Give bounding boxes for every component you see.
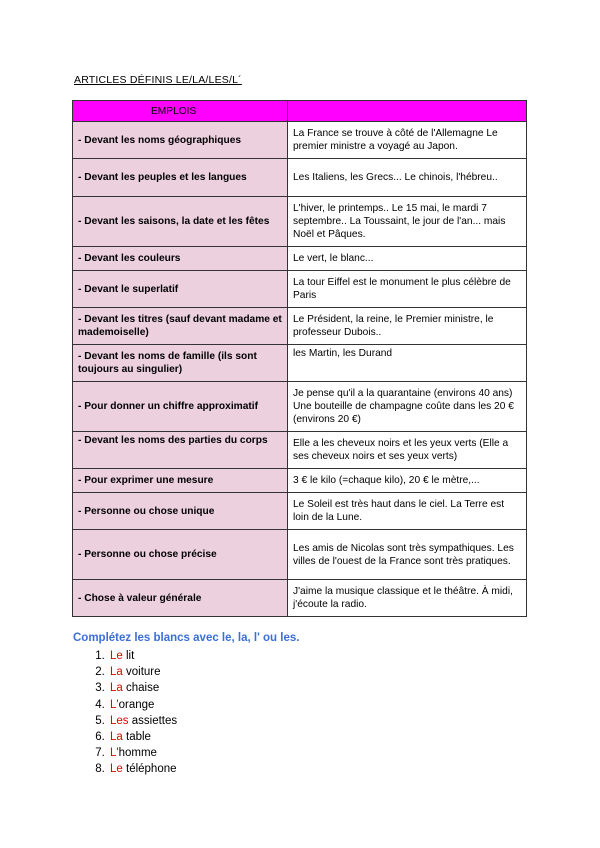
use-cell: - Personne ou chose précise	[73, 530, 288, 580]
article-answer: Le	[110, 650, 123, 662]
table-row	[73, 345, 527, 382]
use-cell: - Devant les noms de famille (ils sont toujours au singulier)	[73, 345, 288, 382]
table-row	[73, 382, 527, 432]
example-cell: Elle a les cheveux noirs et les yeux verts (Elle a ses cheveux noirs et ses yeux verts)	[288, 432, 527, 469]
example-cell: Le Soleil est très haut dans le ciel. La Terre est loin de la Lune.	[288, 493, 527, 530]
list-item	[108, 761, 299, 777]
header-emplois-label: EMPLOIS	[151, 105, 197, 117]
noun: chaise	[126, 682, 160, 695]
use-cell: - Pour exprimer une mesure	[73, 469, 288, 493]
example-cell: Les amis de Nicolas sont très sympathiques. Les villes de l'ouest de la France sont très pratiques.	[288, 530, 527, 580]
page-title: ARTICLES DÉFINIS LE/LA/LES/L´	[74, 74, 242, 86]
example-cell: Les Italiens, les Grecs... Le chinois, l'hébreu..	[288, 159, 527, 197]
table-header-row	[73, 101, 527, 122]
noun: homme	[118, 747, 157, 760]
list-item	[108, 680, 299, 696]
exercise-list	[73, 648, 299, 778]
noun: table	[126, 731, 151, 744]
use-cell: - Pour donner un chiffre approximatif	[73, 382, 288, 432]
noun: téléphone	[126, 763, 177, 776]
list-item	[108, 713, 299, 729]
table-row	[73, 271, 527, 308]
table-row	[73, 580, 527, 617]
example-cell: La France se trouve à côté de l'Allemagne Le premier ministre a voyagé au Japon.	[288, 122, 527, 159]
exercise-section	[73, 632, 299, 778]
exercise-heading: Complétez les blancs avec le, la, l' ou les.	[73, 632, 300, 644]
example-cell: La tour Eiffel est le monument le plus célèbre de Paris	[288, 271, 527, 308]
use-cell: - Devant les titres (sauf devant madame et mademoiselle)	[73, 308, 288, 345]
example-cell: L'hiver, le printemps.. Le 15 mai, le mardi 7 septembre.. La Toussaint, le jour de l'an... mais Noël et Pâques.	[288, 197, 527, 247]
table-row	[73, 247, 527, 271]
use-cell: - Devant le superlatif	[73, 271, 288, 308]
example-cell: Je pense qu'il a la quarantaine (environs 40 ans) Une bouteille de champagne coûte dans les 20 € (environs 20 €)	[288, 382, 527, 432]
article-answer: Le	[110, 763, 123, 776]
table-row	[73, 122, 527, 159]
table-row	[73, 469, 527, 493]
use-cell: - Devant les noms géographiques	[73, 122, 288, 159]
use-cell: - Devant les peuples et les langues	[73, 159, 288, 197]
noun: voiture	[126, 666, 161, 679]
article-answer: La	[110, 682, 123, 695]
articles-table	[72, 100, 527, 617]
use-cell: - Devant les saisons, la date et les fêtes	[73, 197, 288, 247]
table-row	[73, 530, 527, 580]
article-answer: L'	[110, 747, 119, 760]
example-cell: Le Président, la reine, le Premier ministre, le professeur Dubois..	[288, 308, 527, 345]
table-row	[73, 159, 527, 197]
table-row	[73, 308, 527, 345]
list-item	[108, 648, 299, 664]
example-cell: Le vert, le blanc...	[288, 247, 527, 271]
list-item	[108, 664, 299, 680]
use-cell: - Chose à valeur générale	[73, 580, 288, 617]
list-item	[108, 729, 299, 745]
article-answer: L'	[110, 698, 119, 711]
example-cell: J'aime la musique classique et le théâtre. À midi, j'écoute la radio.	[288, 580, 527, 617]
header-examples	[288, 101, 527, 122]
example-cell: 3 € le kilo (=chaque kilo), 20 € le mètre,...	[288, 469, 527, 493]
use-cell: - Devant les couleurs	[73, 247, 288, 271]
article-answer: Les	[110, 714, 129, 727]
header-emplois	[73, 101, 288, 122]
example-cell: les Martin, les Durand	[288, 345, 527, 382]
table-row	[73, 197, 527, 247]
table-row	[73, 432, 527, 469]
noun: lit	[126, 650, 135, 662]
noun: orange	[118, 698, 155, 711]
article-answer: La	[110, 666, 123, 679]
article-answer: La	[110, 731, 123, 744]
noun: assiettes	[131, 714, 178, 727]
list-item	[108, 745, 299, 761]
use-cell: - Personne ou chose unique	[73, 493, 288, 530]
list-item	[108, 697, 299, 713]
table-row	[73, 493, 527, 530]
use-cell: - Devant les noms des parties du corps	[73, 432, 288, 469]
